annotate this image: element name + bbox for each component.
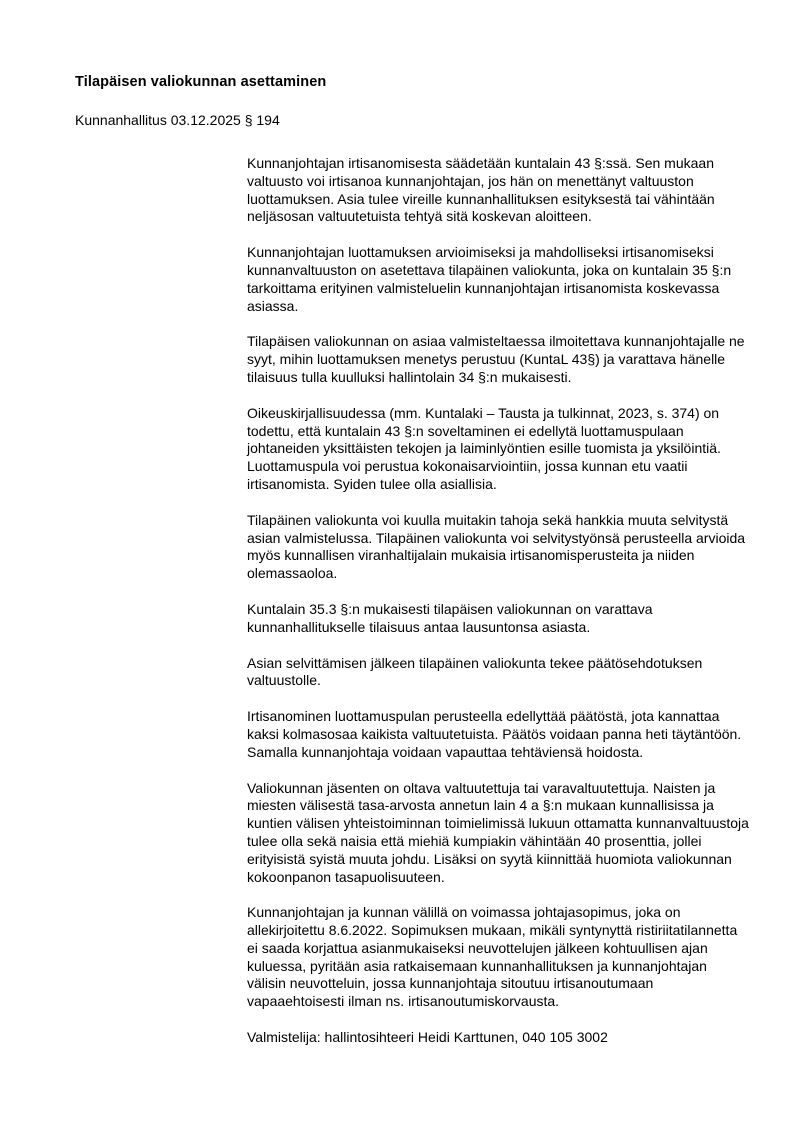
paragraph-legal-literature: Oikeuskirjallisuudessa (mm. Kuntalaki – Tausta ja tulkinnat, 2023, s. 374) on todettu, että kuntalain 43 §:n soveltaminen ei edellytä luottamuspulaan johtaneiden yksittäisten tekojen ja laiminlyöntien esille tuomista ja yksilöintiä. Luottamuspula voi perustua kokonaisarviointiin, jossa kunnan etu vaatii irtisanomista. Syiden tulee olla asiallisia.: [247, 404, 721, 492]
paragraph-two-thirds-majority: Irtisanominen luottamuspulan perusteella edellyttää päätöstä, jota kannattaa kaksi kolmasosaa kaikista valtuutetuista. Päätös voidaan panna heti täytäntöön. Samalla kunnanjohtaja voidaan vapauttaa tehtäviensä hoidosta.: [247, 708, 742, 760]
paragraph-committee-investigation: Tilapäinen valiokunta voi kuulla muitakin tahoja sekä hankkia muuta selvitystä asian valmistelussa. Tilapäinen valiokunta voi selvitystyönsä perusteella arvioida myös kunnallisen viranhaltijalain mukaisia irtisanomisperusteita ja niiden olemassaoloa.: [247, 511, 746, 582]
paragraph-dismissal-statute: Kunnanjohtajan irtisanomisesta säädetään kuntalain 43 §:ssä. Sen mukaan valtuusto voi irtisanoa kunnanjohtajan, jos hän on menettänyt valtuuston luottamuksen. Asia tulee vireille kunnanhallituksen esityksestä tai vähintään neljäsosan valtuutetuista tehtyä sitä koskevan aloitteen.: [247, 155, 715, 225]
paragraph-board-statement: Kuntalain 35.3 §:n mukaisesti tilapäisen valiokunnan on varattava kunnanhallitukselle tilaisuus antaa lausuntonsa asiasta.: [247, 600, 653, 635]
paragraph-hearing-obligation: Tilapäisen valiokunnan on asiaa valmisteltaessa ilmoitettava kunnanjohtajalle ne syyt, mihin luottamuksen menetys perustuu (KuntaL 43§) ja varattava hänelle tilaisuus tulla kuulluksi hallintolain 34 §:n mukaisesti.: [247, 333, 745, 385]
paragraph-committee-composition: Valiokunnan jäsenten on oltava valtuutettuja tai varavaltuutettuja. Naisten ja miesten välisestä tasa-arvosta annetun lain 4 a §:n mukaan kunnallisissa ja kuntien välisen yhteistoiminnan toimielimissä lukuun ottamatta kunnanvaltuustoja tulee olla sekä naisia että miehiä kumpiakin vähintään 40 prosenttia, jollei erityisistä syistä muuta johdu. Lisäksi on syytä kiinnittää huomiota valiokunnan kokoonpanon tasapuolisuuteen.: [247, 779, 749, 885]
paragraph-preparer-contact: Valmistelija: hallintosihteeri Heidi Karttunen, 040 105 3002: [247, 1029, 608, 1046]
document-title: Tilapäisen valiokunnan asettaminen: [75, 74, 327, 90]
document-body: [247, 155, 749, 1047]
paragraph-decision-proposal: Asian selvittämisen jälkeen tilapäinen valiokunta tekee päätösehdotuksen valtuustolle.: [247, 654, 703, 689]
paragraph-temporary-committee-requirement: Kunnanjohtajan luottamuksen arvioimiseksi ja mahdolliseksi irtisanomiseksi kunnanvaltuuston on asetettava tilapäinen valiokunta, joka on kuntalain 35 §:n tarkoittama erityinen valmisteluelin kunnanjohtajan irtisanomista koskevassa asiassa.: [247, 244, 732, 314]
document-subtitle-meeting-reference: Kunnanhallitus 03.12.2025 § 194: [75, 112, 280, 128]
paragraph-director-contract: Kunnanjohtajan ja kunnan välillä on voimassa johtajasopimus, joka on allekirjoitettu 8.6.2022. Sopimuksen mukaan, mikäli syntynyttä ristiriitatilannetta ei saada korjattua asianmukaiseksi neuvottelujen jälkeen kohtuullisen ajan kuluessa, pyritään asia ratkaisemaan kunnanhallituksen ja kunnanjohtajan välisin neuvotteluin, jossa kunnanjohtaja sitoutuu irtisanoutumaan vapaaehtoisesti ilman ns. irtisanoutumiskorvausta.: [247, 904, 738, 1010]
